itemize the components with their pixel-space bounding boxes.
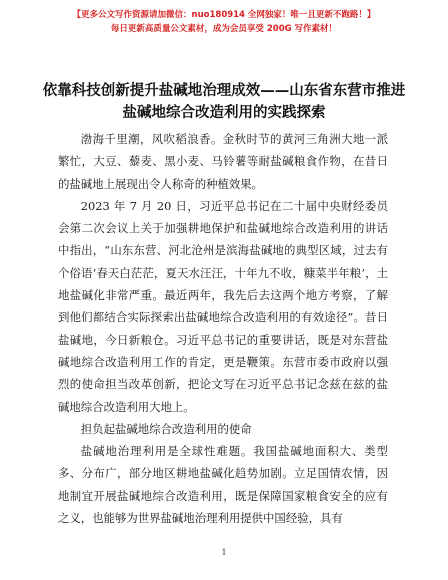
paragraph-3: 盐碱地治理利用是全球性难题。我国盐碱地面积大、类型多、分布广，部分地区耕地盐碱化趋势加剧。立足国情农情，因地制宜开展盐碱地综合改造利用，既是保障国家粮食安全的应有之义，也能够为世界盐碱地治理利用提供中国经验，具有 [58, 444, 388, 526]
paragraph-2: 2023 年 7 月 20 日，习近平总书记在二十届中央财经委员会第二次会议上关于加强耕地保护和盐碱地综合改造利用的讲话中指出，“山东东营、河北沧州是滨海盐碱地的典型区域，过去有个俗语‘春天白茫茫，夏天水汪汪，十年九不收，糠菜半年粮’，土地盐碱化非常严重。最近两年，我先后去这两个地方考察，了解到他们都结合实际探索出盐碱地综合改造利用的有效途径”。昔日盐碱地，今日新粮仓。习近平总书记的重要讲话，既是对东营盐碱地综合改造利用工作的肯定，更是鞭策。东营市委市政府以强烈的使命担当改革创新，把论文写在习近平总书记念兹在兹的盐碱地综合改造利用大地上。 [58, 198, 388, 414]
section-heading: 担负起盐碱地综合改造利用的使命 [80, 421, 252, 436]
document-body [58, 128, 388, 529]
paragraph-1: 渤海千里潮，风吹稻浪香。金秋时节的黄河三角洲大地一派繁忙，大豆、藜麦、黑小麦、马铃薯等耐盐碱粮食作物，在昔日的盐碱地上展现出令人称奇的种植效果。 [58, 132, 388, 191]
promo-banner [0, 8, 448, 36]
page-number: 1 [221, 548, 227, 557]
document-title: 依靠科技创新提升盐碱地治理成效——山东省东营市推进盐碱地综合改造利用的实践探索 [42, 83, 406, 121]
promo-banner-line-1: 【更多公文写作资源请加微信：nuo180914 全网独家！唯一且更新不跑路！】 [72, 10, 376, 20]
promo-banner-line-2: 每日更新高质量公文素材，成为会员享受 200G 写作素材！ [110, 24, 338, 34]
